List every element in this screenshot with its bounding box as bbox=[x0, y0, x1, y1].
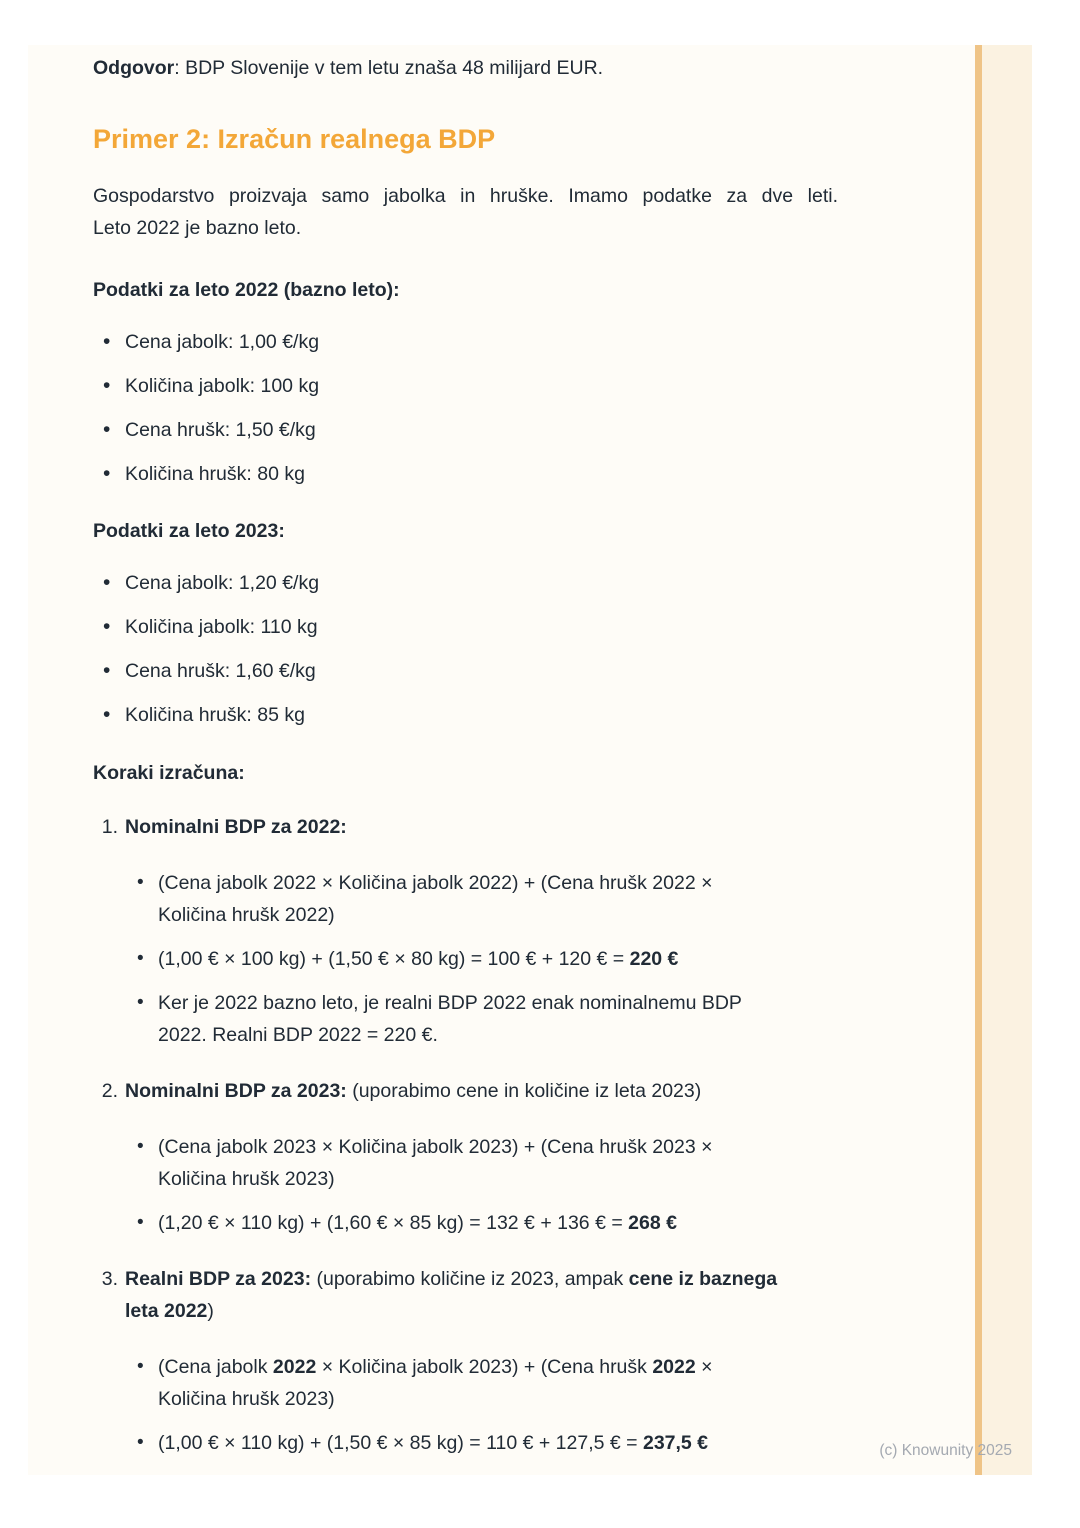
bullet-result: 237,5 € bbox=[642, 1432, 709, 1454]
data-2022-list bbox=[93, 326, 838, 490]
bullet-text: 2022. Realni BDP 2022 = 220 €. bbox=[158, 1024, 438, 1046]
bullet-result: 220 € bbox=[629, 948, 679, 970]
list-item: • Količina jabolk: 100 kg bbox=[93, 370, 838, 402]
step-title-suffix: (uporabimo količine iz 2023, ampak bbox=[311, 1268, 629, 1290]
bullet-bold-year: 2022 bbox=[272, 1356, 317, 1378]
step-bullet bbox=[125, 1351, 838, 1415]
bullet-text: × Količina jabolk 2023) + (Cena hrušk bbox=[316, 1356, 653, 1378]
bullet-text: (1,20 € × 110 kg) + (1,60 € × 85 kg) = 132 € + 136 € = bbox=[158, 1212, 629, 1234]
step-title: Realni BDP za 2023: bbox=[125, 1268, 312, 1290]
list-item: • Cena hrušk: 1,50 €/kg bbox=[93, 414, 838, 446]
bullet-text: (Cena jabolk 2022 × Količina jabolk 2022) + (Cena hrušk 2022 × bbox=[158, 872, 713, 894]
step-title-suffix: ) bbox=[207, 1300, 214, 1322]
bullet-text: Količina hrušk 2023) bbox=[158, 1168, 335, 1190]
data-2023-title: Podatki za leto 2023: bbox=[93, 520, 285, 542]
bullet-result: 268 € bbox=[628, 1212, 677, 1234]
list-item: • Cena jabolk: 1,00 €/kg bbox=[93, 326, 838, 358]
step-title: Nominalni BDP za 2023: bbox=[125, 1080, 347, 1102]
step-2 bbox=[93, 1075, 838, 1239]
step-3-bullets bbox=[125, 1351, 838, 1459]
steps-title: Koraki izračuna: bbox=[93, 762, 245, 784]
watermark-copyright: (c) Knowunity 2025 bbox=[879, 1442, 1012, 1459]
page-accent-stripe bbox=[975, 45, 1032, 1475]
intro-line-2: Leto 2022 je bazno leto. bbox=[93, 217, 302, 239]
bullet-text: (Cena jabolk bbox=[158, 1356, 273, 1378]
list-item: • Količina hrušk: 85 kg bbox=[93, 699, 838, 731]
step-bullet bbox=[125, 867, 838, 931]
step-1-bullets bbox=[125, 867, 838, 1051]
list-item: • Količina hrušk: 80 kg bbox=[93, 458, 838, 490]
data-2022-title: Podatki za leto 2022 (bazno leto): bbox=[93, 279, 400, 301]
answer-label: Odgovor bbox=[93, 57, 175, 79]
step-bullet bbox=[125, 943, 838, 975]
data-2023-list bbox=[93, 567, 838, 731]
document-content bbox=[93, 52, 838, 1471]
intro-paragraph bbox=[93, 180, 838, 244]
answer-paragraph bbox=[93, 52, 838, 84]
step-1 bbox=[93, 811, 838, 1051]
bullet-text: (Cena jabolk 2023 × Količina jabolk 2023) + (Cena hrušk 2023 × bbox=[158, 1136, 713, 1158]
step-number: 2. bbox=[101, 1080, 118, 1102]
bullet-bold-year: 2022 bbox=[652, 1356, 696, 1378]
calculation-steps bbox=[93, 811, 838, 1459]
step-bullet bbox=[125, 1131, 838, 1195]
bullet-text: × bbox=[695, 1356, 713, 1378]
list-item: • Cena hrušk: 1,60 €/kg bbox=[93, 655, 838, 687]
step-number: 1. bbox=[101, 816, 118, 838]
step-3 bbox=[93, 1263, 838, 1459]
bullet-text: (1,00 € × 100 kg) + (1,50 € × 80 kg) = 100 € + 120 € = bbox=[158, 948, 630, 970]
step-bullet bbox=[125, 987, 838, 1051]
bullet-text: Količina hrušk 2022) bbox=[158, 904, 335, 926]
step-title-suffix-bold: leta 2022 bbox=[125, 1300, 208, 1322]
step-number: 3. bbox=[101, 1268, 118, 1290]
step-title: Nominalni BDP za 2022: bbox=[125, 816, 347, 838]
step-2-bullets bbox=[125, 1131, 838, 1239]
bullet-text: Ker je 2022 bazno leto, je realni BDP 2022 enak nominalnemu BDP bbox=[158, 992, 742, 1014]
list-item: • Cena jabolk: 1,20 €/kg bbox=[93, 567, 838, 599]
step-bullet bbox=[125, 1207, 838, 1239]
step-title-suffix-bold: cene iz baznega bbox=[628, 1268, 778, 1290]
page-title: Primer 2: Izračun realnega BDP bbox=[93, 124, 496, 154]
list-item: • Količina jabolk: 110 kg bbox=[93, 611, 838, 643]
step-bullet bbox=[125, 1427, 838, 1459]
step-title-suffix: (uporabimo cene in količine iz leta 2023) bbox=[346, 1080, 702, 1102]
bullet-text: (1,00 € × 110 kg) + (1,50 € × 85 kg) = 110 € + 127,5 € = bbox=[158, 1432, 643, 1454]
intro-line-1: Gospodarstvo proizvaja samo jabolka in hruške. Imamo podatke za dve leti. bbox=[93, 185, 838, 207]
bullet-text: Količina hrušk 2023) bbox=[158, 1388, 335, 1410]
answer-text: : BDP Slovenije v tem letu znaša 48 milijard EUR. bbox=[174, 57, 604, 79]
